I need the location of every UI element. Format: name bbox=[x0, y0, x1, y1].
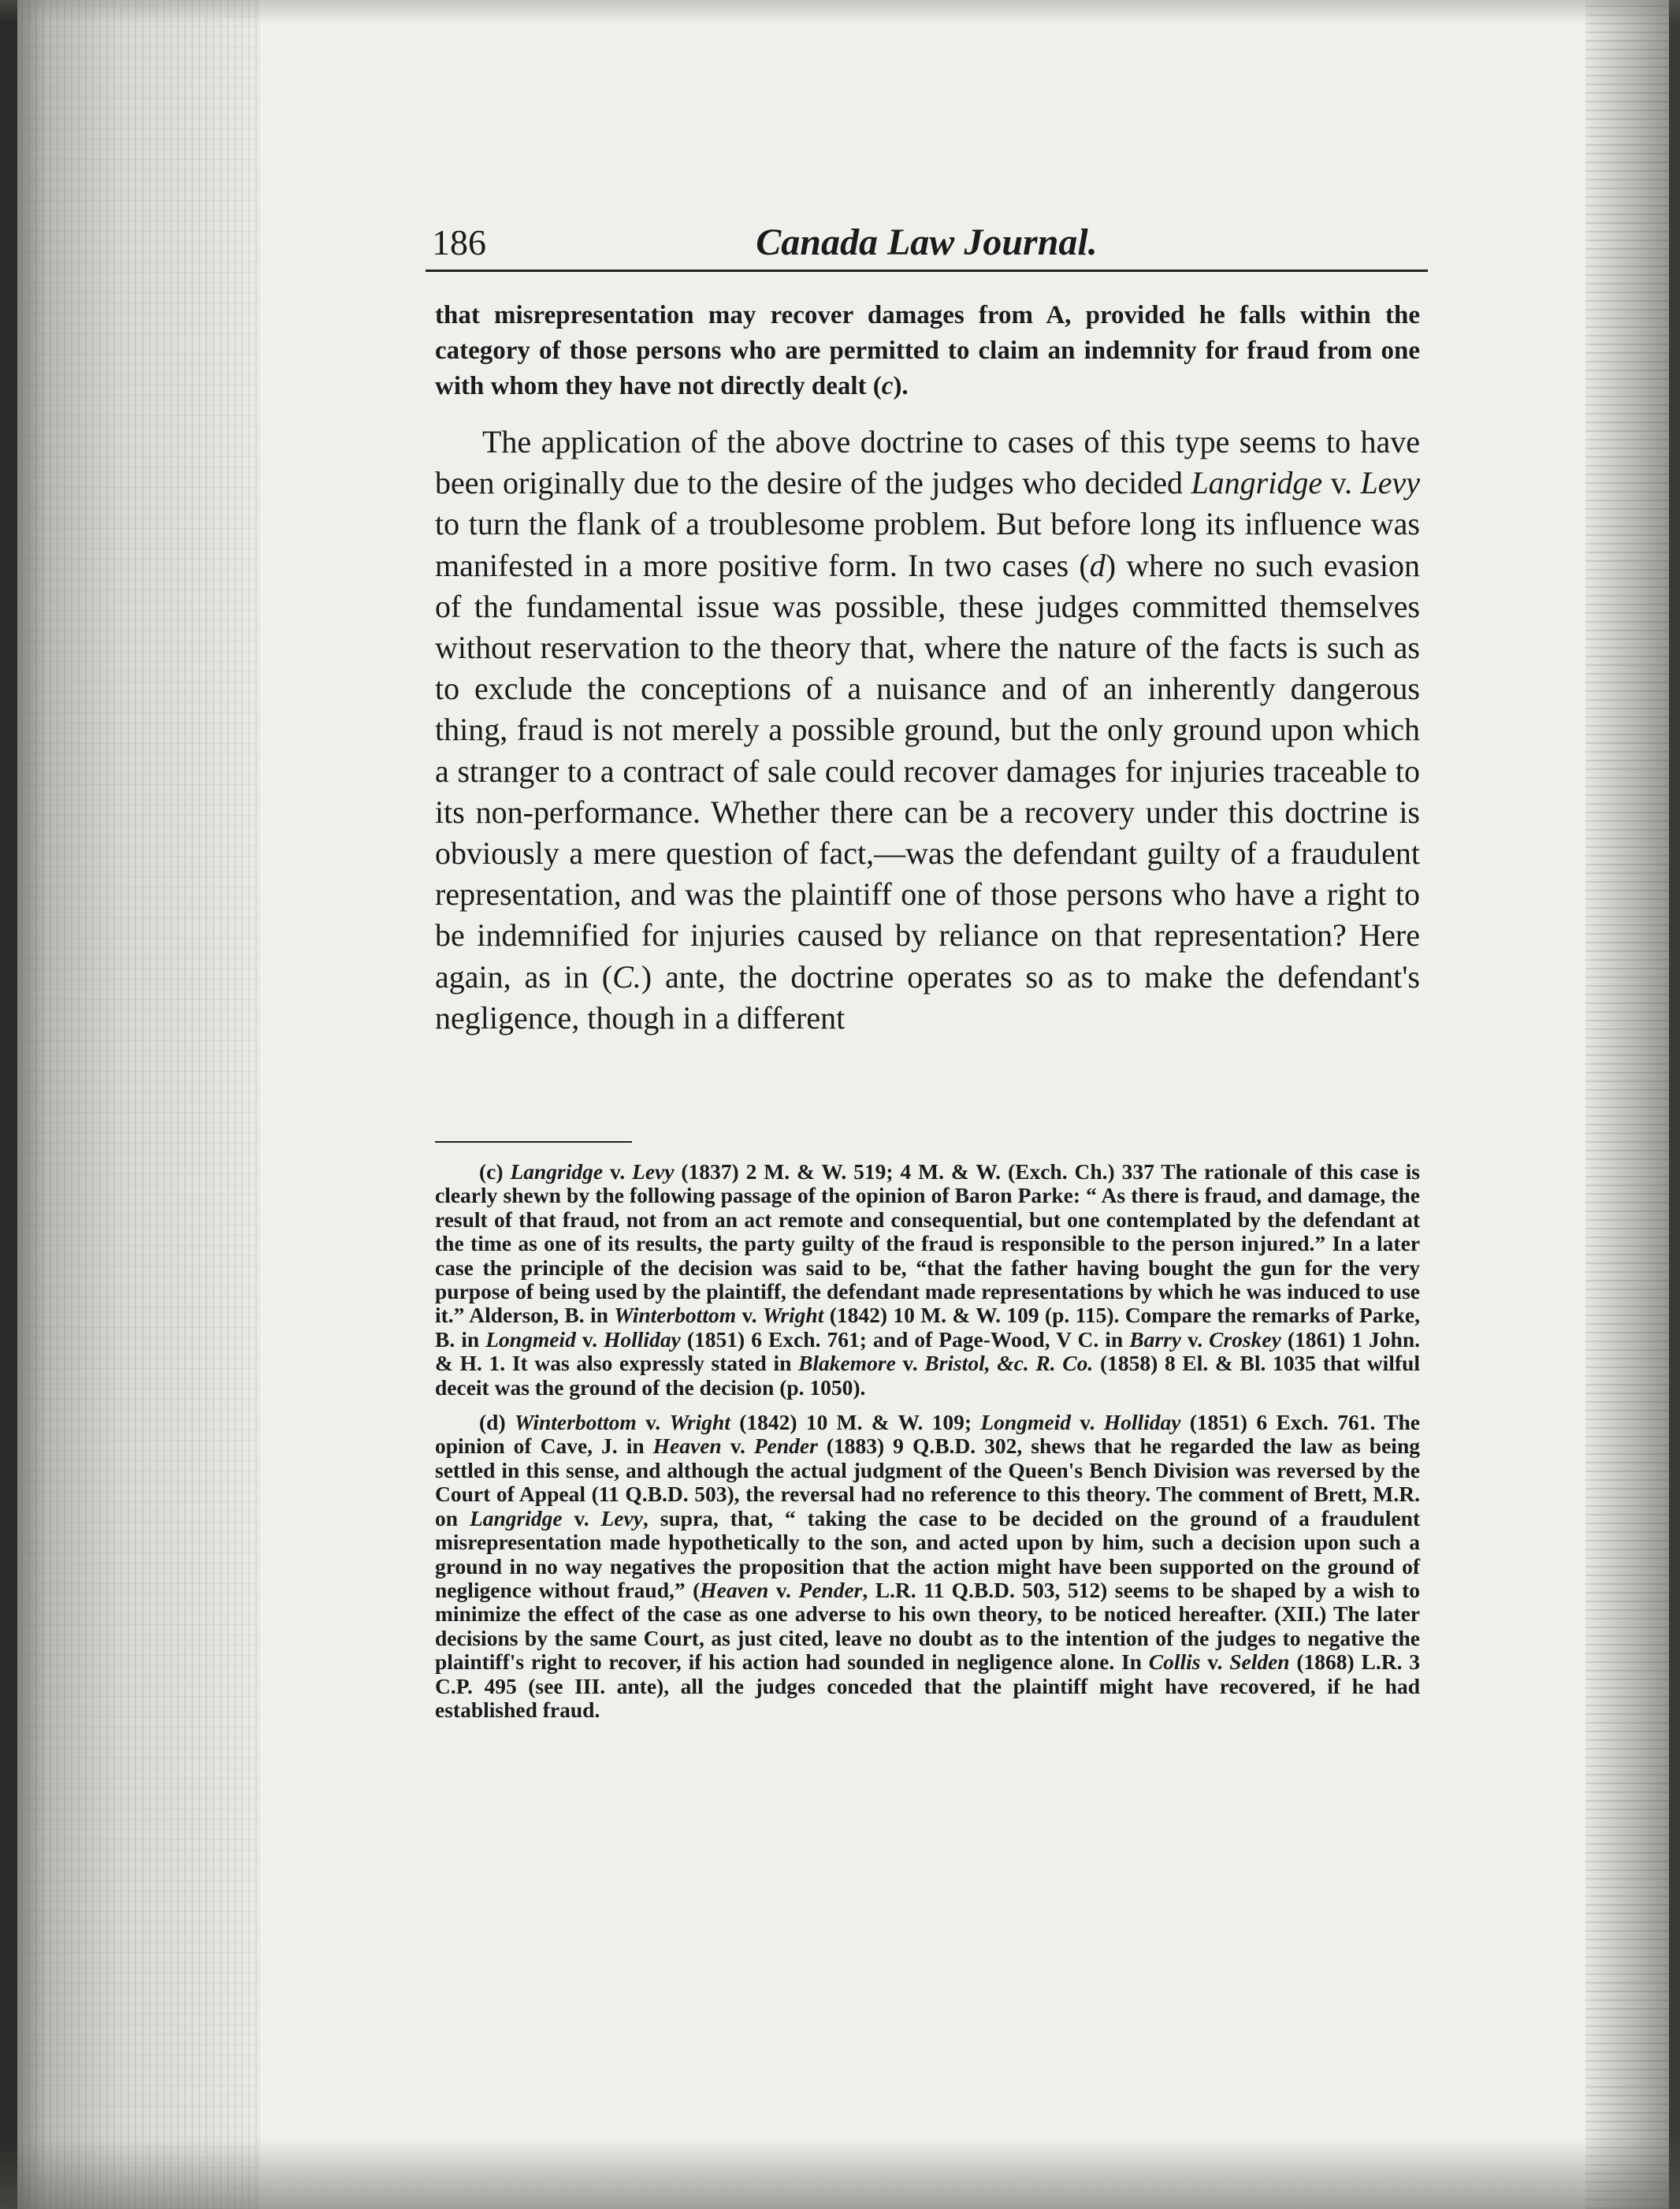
case-name: Croskey bbox=[1209, 1326, 1281, 1352]
page-header bbox=[426, 221, 1428, 276]
footnote-text: (1837) 2 M. & W. 519; 4 M. & W. (Exch. Ch.) 337 The rationale of this case is clearly shewn by the following passage of the opinion of Baron Parke: “ As there is fraud, and damage, the result of that fraud, not from an act remote and consequential, but one contemplated by the defendant at the time as one of its results, the party guilty of the fraud is responsible to the person injured.” In a later case the principle of the decision was said to be, “that the father having bought the gun for the very purpose of being used by the plaintiff, the defendant made representations by which he was induced to use it.” Alderson, B. in bbox=[435, 1159, 1421, 1328]
case-name: Blakemore bbox=[798, 1351, 896, 1376]
footnote-text: v. bbox=[575, 1326, 604, 1352]
scanned-left-page-edge bbox=[0, 0, 260, 2209]
case-name: Holliday bbox=[604, 1326, 681, 1352]
case-name: Longmeid bbox=[980, 1410, 1071, 1435]
case-name: Heaven bbox=[652, 1434, 722, 1459]
case-name: Levy bbox=[1360, 465, 1420, 501]
footnote-text: v. bbox=[1200, 1649, 1230, 1675]
case-name: Selden bbox=[1229, 1649, 1290, 1675]
case-name: Langridge bbox=[469, 1505, 563, 1530]
case-name: Heaven bbox=[700, 1577, 769, 1602]
footnote-text: v. bbox=[768, 1577, 799, 1602]
footnote-text: (1883) 9 Q.B.D. 302, shews that he regarded the law as being settled in this sense, and although the actual judgment of the Queen's Bench Division was reversed by the Court of Appeal (11 Q.B.D. 503), the reversal had no reference to this theory. The comment of Brett, M.R. on bbox=[435, 1434, 1420, 1530]
text-run: that misrepresentation may recover damages from A, provided he falls within the category of those persons who are permitted to claim an indemnity for fraud from one with whom they have not directly dealt ( bbox=[435, 301, 1420, 400]
running-title: Canada Law Journal. bbox=[756, 221, 1098, 263]
footnote-text: (1851) 6 Exch. 761; and of Page-Wood, V C. in bbox=[680, 1326, 1130, 1352]
continued-paragraph bbox=[435, 298, 1420, 404]
book-page bbox=[426, 197, 1428, 2151]
footnote-c bbox=[435, 1160, 1420, 1400]
case-name: Pender bbox=[753, 1434, 818, 1459]
case-name: Pender bbox=[798, 1577, 863, 1602]
footnote-reference-c: c bbox=[881, 372, 894, 400]
footnote-text: v. bbox=[636, 1410, 670, 1435]
footnote-text: , L.R. 11 Q.B.D. 503, 512) seems to be shaped by a wish to minimize the effect of the case as one adverse to his own theory, to be noticed hereafter. (XII.) The later decisions by the same Court, as just cited, leave no doubt as to the intention of the judges to negative the plaintiff's right to recover, if his action had sounded in negligence alone. In bbox=[435, 1577, 1420, 1675]
text-run: ) where no such evasion of the fundamental issue was possible, these judges committed themselves without reservation to the theory that, where the nature of the facts is such as to exclude the conceptions of a nuisance and of an inherently dangerous thing, fraud is not merely a possible ground, but the only ground upon which a stranger to a contract of sale could recover damages for injuries traceable to its non-performance. Whether there can be a recovery under this doctrine is obviously a mere question of fact,—was the defendant guilty of a fraudulent representation, and was the plaintiff one of those persons who have a right to be indemnified for injuries caused by reliance on that representation? Here again, as in ( bbox=[435, 547, 1421, 995]
footnote-text: v. bbox=[1070, 1410, 1104, 1435]
footnote-text: (1861) 1 John. & H. 1. It was also expressly stated in bbox=[435, 1326, 1420, 1376]
footnote-text: (1842) 10 M. & W. 109 (p. 115). Compare the remarks of Parke, B. in bbox=[435, 1303, 1421, 1352]
footnote-text: , supra, that, “ taking the case to be decided on the ground of a fraudulent misrepresentation made hypothetically to the son, and acted upon by him, such a decision upon such a ground in no way negatives the proposition that the action might have been supported on the ground of negligence without fraud,” ( bbox=[435, 1505, 1421, 1602]
case-name: Collis bbox=[1148, 1649, 1201, 1675]
case-name: Langridge bbox=[1191, 465, 1323, 501]
case-name: Winterbottom bbox=[514, 1410, 637, 1435]
case-name: Langridge bbox=[510, 1159, 604, 1184]
case-name: Holliday bbox=[1103, 1410, 1181, 1435]
scanned-top-edge bbox=[0, 0, 1680, 24]
footnote-text: (1868) L.R. 3 C.P. 495 (see III. ante), all the judges conceded that the plaintiff might have recovered, if he had established fraud. bbox=[435, 1649, 1420, 1722]
case-name: Wright bbox=[762, 1303, 824, 1328]
footnote-text: (c) bbox=[479, 1159, 511, 1184]
text-run: to turn the flank of a troublesome problem. But before long its influence was manifested in a more positive form. In two cases ( bbox=[435, 506, 1420, 583]
case-name: Bristol, &c. R. Co. bbox=[924, 1351, 1094, 1376]
case-name: Longmeid bbox=[485, 1326, 576, 1352]
text-run: ). bbox=[893, 372, 909, 400]
footnote-text: v. bbox=[1180, 1326, 1210, 1352]
case-name: Barry bbox=[1129, 1326, 1181, 1352]
footnote-rule bbox=[435, 1141, 632, 1143]
text-run: v. bbox=[1322, 465, 1361, 501]
case-name: Winterbottom bbox=[614, 1303, 737, 1328]
footnote-text: v. bbox=[736, 1303, 763, 1328]
footnote-text: (1842) 10 M. & W. 109; bbox=[730, 1410, 981, 1435]
footnote-text: v. bbox=[895, 1351, 925, 1376]
footnote-text: v. bbox=[603, 1159, 633, 1184]
scanned-right-page-edge bbox=[1585, 0, 1680, 2209]
case-name: Levy bbox=[600, 1505, 643, 1530]
scanned-right-shadow bbox=[1669, 0, 1680, 2209]
footnote-reference-d: d bbox=[1089, 547, 1106, 583]
body-paragraph bbox=[435, 422, 1420, 1039]
footnote-d bbox=[435, 1411, 1420, 1722]
footnote-text: (d) bbox=[479, 1410, 515, 1435]
case-name: Levy bbox=[632, 1159, 675, 1184]
footnote-text: v. bbox=[562, 1505, 601, 1530]
scanned-binding-shadow bbox=[0, 0, 17, 2209]
case-name: Wright bbox=[669, 1410, 730, 1435]
section-reference: C. bbox=[612, 958, 641, 995]
footnotes bbox=[435, 1160, 1420, 1722]
page-number: 186 bbox=[432, 222, 486, 262]
footnote-text: (1858) 8 El. & Bl. 1035 that wilful deceit was the ground of the decision (p. 1050). bbox=[435, 1351, 1420, 1400]
text-run: The application of the above doctrine to cases of this type seems to have been originally due to the desire of the judges who decided bbox=[435, 424, 1420, 501]
footnote-text: (1851) 6 Exch. 761. The opinion of Cave, J. in bbox=[435, 1410, 1420, 1459]
header-rule bbox=[426, 270, 1428, 272]
text-run: ) ante, the doctrine operates so as to make the defendant's negligence, though in a different bbox=[435, 958, 1420, 1036]
footnote-text: v. bbox=[721, 1434, 754, 1459]
